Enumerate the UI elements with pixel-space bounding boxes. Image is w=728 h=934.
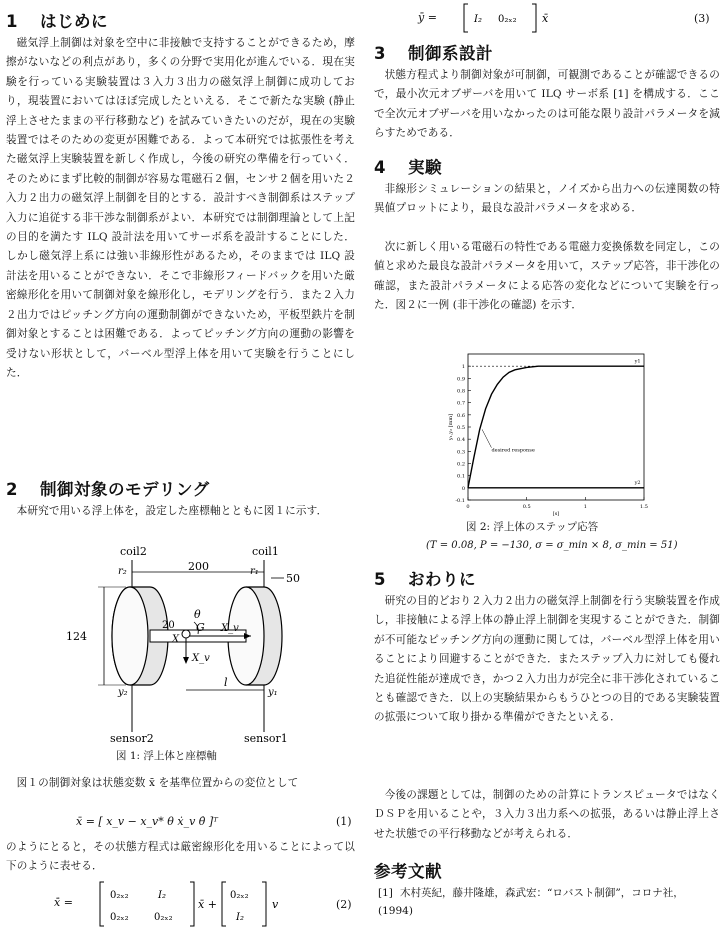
equation-1: x̄ = [ x_v − x_v* θ ẋ_v θ̇ ]ᵀ: [76, 815, 218, 828]
section-heading-2: 2 制御対象のモデリング: [6, 480, 210, 499]
dim-200: 200: [188, 560, 209, 573]
y-tick-label: 0.6: [457, 412, 465, 419]
y-tick-label: 0.3: [457, 449, 465, 456]
s2-paragraph-2: 図１の制御対象は状態変数 x̄ を基準位置からの変位として: [16, 777, 299, 789]
d20-label: 20: [162, 620, 175, 631]
dim-124: 124: [66, 630, 87, 643]
s5-paragraph-2: 今後の課題としては，制御のための計算にトランスピュータではなくＤＳＰを用いることや，３入力３出力系への拡張，あるいは静止浮上させた状態での平行移動などが考えられる．: [374, 789, 720, 840]
equation-2-number: (2): [336, 898, 352, 911]
y-tick-label: -0.1: [455, 498, 465, 504]
x-tick-label: 0: [466, 504, 470, 510]
annotation-desired-response: desired response: [491, 447, 535, 454]
y-tick-label: 0.9: [457, 376, 465, 383]
y-tick-label: 0.2: [457, 461, 465, 468]
svg-text:I₂: I₂: [236, 912, 244, 923]
series-label-y2: y2: [634, 480, 641, 487]
y1-label: y₁: [268, 687, 278, 698]
x-axis-label: [s]: [552, 511, 560, 517]
equation-3: ȳ = I₂ 0₂ₓ₂ x̄: [418, 2, 618, 34]
y-tick-label: 0.8: [457, 388, 465, 395]
y-tick-label: 1: [461, 364, 465, 371]
s3-paragraph: 状態方程式より制御対象が可制御，可観測であることが確認できるので，最小次元オブザーバを用いて ILQ サーボ系 [1] を構成する．ここで全次元オブザーバを用いなかったのは可能な限り設計パラメータを減らすためである．: [374, 69, 720, 140]
y-axis-label: y₁,y₂ [mm]: [448, 413, 454, 441]
y-tick-label: 0.1: [457, 473, 465, 480]
equation-3-number: (3): [694, 12, 710, 25]
y-tick-label: 0.5: [457, 425, 465, 431]
svg-text:x̄ +: x̄ +: [198, 898, 217, 911]
reference-1: [1] 木村英紀，藤井隆雄，森武宏：“ロバスト制御”，コロナ社，(1994): [378, 887, 684, 917]
Xv-down-label: X_v: [192, 653, 210, 664]
y2-label: y₂: [118, 687, 128, 698]
x-tick-label: 1.5: [640, 504, 648, 510]
section-heading-5: 5 おわりに: [374, 570, 476, 589]
y-tick-label: 0.7: [457, 400, 465, 407]
svg-text:I₂: I₂: [158, 890, 166, 901]
X-label: X: [172, 634, 180, 645]
l-label: l: [224, 676, 228, 689]
series-label-y1: y1: [634, 358, 641, 365]
svg-text:v: v: [272, 898, 279, 911]
section-heading-3: 3 制御系設計: [374, 44, 493, 63]
theta-label: θ: [194, 608, 201, 621]
r1-label: r₁: [250, 566, 259, 577]
svg-text:I₂: I₂: [474, 14, 482, 25]
equation-1-number: (1): [336, 815, 352, 828]
equation-2: ẋ̄ = 0₂ₓ₂ I₂ 0₂ₓ₂ 0₂ₓ₂ x̄ + 0₂ₓ₂ I₂ v: [54, 880, 314, 928]
figure-2-caption: 図 2: 浮上体のステップ応答: [466, 521, 599, 533]
s1-paragraph: 磁気浮上制御は対象を空中に非接触で支持することができるため，摩擦がないなどの利点があり，多くの分野で実用化が進んでいる．現在実験を行っている実験装置は３入力３出力の磁気浮上制御に成功しており，現装置においてはほぼ完成したといえる．そこで新たな実験 (静止浮上させたままの平行移動など) を試みていきたいのだが，現在の実験装置ではそのための変更が困難である．よって本研究では拡張性を考えた磁気浮上実験装置を新しく作成し，今後の研究の準備を行っていく．そのためにまず比較的制御が容易な電磁石２個，センサ２個を用いた２入力２出力の磁気浮上制御を目的とする．設計すべき制御系はステップ入力に追従する非干渉な制御系がよい．本研究では制御理論として上記の目的を満たす ILQ 設計法を用いてサーボ系を設計することにした．しかし磁気浮上系には強い非線形性があるため，そのままでは ILQ 設計法を用いることができない．そこで非線形フィードバックを用いた厳密線形化を用いて制御対象を線形化し，モデリングを行う．また２入力２出力ではピッチング方向の運動制御ができないため，平板型鉄片を制御対象とすることは困難である．よってピッチング方向の運動の影響を受けない形状として，バーベル型浮上体を用いて実験を行うことにした．: [6, 37, 356, 379]
sensor1-label: sensor1: [244, 732, 288, 742]
s5-paragraph-1: 研究の目的どおり２入力２出力の磁気浮上制御を行う実験装置を作成し，非接触による浮上体の静止浮上制御を実現することができた．制御が不可能なピッチング方向の運動に関しては，バーベル型浮上体を用いることにより回避することができた．またステップ入力に対しても優れた追従性能が達成でき，かつ２入力出力が完全に非干渉化されていることも確認できた．以上の実験結果からもうひとつの目的である実験装置の拡張について取り掛かる準備ができたといえる．: [374, 595, 720, 724]
figure-2-params: (T = 0.08, P = −130, σ = σ_min × 8, σ_min = 51): [426, 540, 678, 551]
svg-text:0₂ₓ₂: 0₂ₓ₂: [154, 912, 173, 923]
y-tick-label: 0: [461, 485, 465, 492]
s4-paragraph-1: 非線形シミュレーションの結果と，ノイズから出力への伝達関数の特異値プロットにより，最良な設計パラメータを求める．: [374, 183, 720, 215]
s2-paragraph-1: 本研究で用いる浮上体を，設定した座標軸とともに図１に示す．: [16, 505, 328, 517]
y-tick-label: 0.4: [457, 437, 465, 444]
s4-paragraph-2: 次に新しく用いる電磁石の特性である電磁力変換係数を同定し，この値と求めた最良な設計パラメータを用いて，ステップ応答，非干渉化の確認，また設計パラメータによる応答の変化などについて実験を行った．図２に一例 (非干渉化の確認) を示す．: [374, 241, 720, 312]
x-tick-label: 1: [583, 504, 587, 510]
svg-text:0₂ₓ₂: 0₂ₓ₂: [110, 890, 129, 901]
svg-text:x̄: x̄: [542, 12, 549, 25]
figure-1-diagram: [46, 542, 336, 742]
coil1-label: coil1: [252, 545, 279, 558]
section-heading-4: 4 実験: [374, 158, 442, 177]
plot-frame: [468, 354, 644, 500]
section-heading-1: 1 はじめに: [6, 12, 108, 31]
x-tick-label: 0.5: [522, 504, 531, 510]
s2-paragraph-3: のようにとると，その状態方程式は厳密線形化を用いることによって以下のように表せる．: [6, 841, 355, 873]
figure-2-chart: [446, 348, 666, 518]
Xv-right-label: X_v: [221, 623, 239, 634]
r2-label: r₂: [118, 566, 127, 577]
references-heading: 参考文献: [374, 862, 442, 881]
G-label: G: [196, 621, 205, 634]
svg-text:0₂ₓ₂: 0₂ₓ₂: [110, 912, 129, 923]
figure-1-caption: 図 1: 浮上体と座標軸: [116, 750, 217, 762]
sensor2-label: sensor2: [110, 732, 154, 742]
dim-50: 50: [286, 572, 300, 585]
svg-text:0₂ₓ₂: 0₂ₓ₂: [230, 890, 249, 901]
svg-text:0₂ₓ₂: 0₂ₓ₂: [498, 14, 517, 25]
coil2-label: coil2: [120, 545, 147, 558]
